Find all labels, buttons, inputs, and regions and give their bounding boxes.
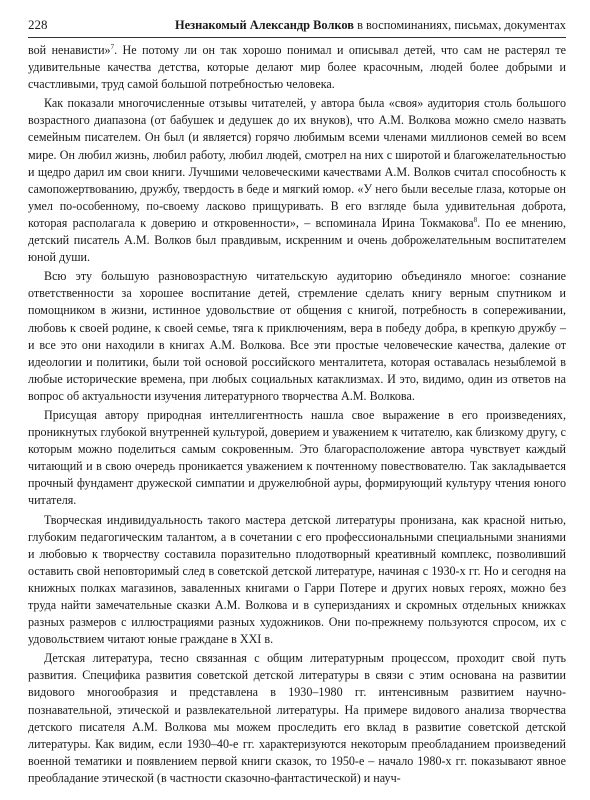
running-head-title-rest: в воспоминаниях, письмах, документах [353,18,566,32]
footnote-ref-8[interactable]: 8 [473,215,478,224]
paragraph: Всю эту большую разновозрастную читательскую аудиторию объединяло многое: сознание ответственности за хорошее воспитание детей, стремление сделать книгу верным спутником и помощником в жизни, истинное удовольствие от общения с книгой, потребность в сопереживании, любовь к своей родине, к своей семье, тяга к приключениям, вера в победу добра, в крепкую дружбу – и все это они находили в книгах А.М. Волкова. Все эти простые человеческие качества, далекие от идеологии и политики, были той основой российского менталитета, которая оставалась незыблемой в любые исторические времена, при любых социальных катаклизмах. И это, видимо, один из ответов на вопрос об актуальности изучения литературного творчества А.М. Волкова. [28,269,566,403]
book-page [28,14,566,787]
body-text [28,42,566,787]
running-head [28,14,566,36]
paragraph: Творческая индивидуальность такого мастера детской литературы пронизана, как красной нитью, глубоким педагогическим талантом, а в сочетании с его профессиональными специальными знаниями и любовью к творчеству составила поразительно плодотворный креативный комплекс, позволивший оставить свой неповторимый след в советской детской литературе, начиная с 1930-х гг. Но и сегодня на книжных полках магазинов, заваленных книгами о Гарри Потере и других новых героях, можно без труда найти замечательные сказки А.М. Волкова и в суперизданиях и скромных отдельных книжках разных размеров с иллюстрациями разных художников. Они по-прежнему пользуются спросом, их с удовольствием читают юные граждане в XXI в. [28,512,566,647]
running-head-title-bold: Незнакомый Александр Волков [174,18,354,32]
paragraph: Присущая автору природная интеллигентность нашла свое выражение в его произведениях, проникнутых глубокой внутренней культурой, доверием и уважением к читателю, как близкому другу, с которым можно поделиться самым сокровенным. Это благорасположение автора чувствует каждый читающий и в свою очередь проникается уважением к почтенному повествователю. Так закладывается прочный фундамент дружеской симпатии и дружелюбной ауры, формирующий культуру чтения юного читателя. [28,407,566,508]
page-number: 228 [28,17,48,32]
footnote-ref-7[interactable]: 7 [110,42,115,51]
running-head-title [175,14,566,36]
paragraph-continued: вой ненависти»$^7$. Не потому ли он так хорошо понимал и описывал детей, что сам не растерял те удивительные качества детства, которые делают мир более красочным, людей более добрыми и счастливыми, труд самой большой потребностью человека. [28,42,566,92]
paragraph: Как показали многочисленные отзывы читателей, у автора была «своя» аудитория столь большого возрастного диапазона (от бабушек и дедушек до их внуков), что А.М. Волкова можно смело назвать семейным писателем. Он был (и является) горячо любимым всеми членами миллионов семей во всем мире. Он любил жизнь, любил работу, любил людей, смотрел на них с широтой и благожелательностью и щедро дарил им свои книги. Лучшими человеческими качествами А.М. Волков считал способность к самопожертвованию, дружбу, твердость в беде и мягкий юмор. «У него были веселые глаза, которые он умел по-особенному, по-своему ласково прищуривать. В его взгляде была удивительная доброта, которая располагала к доверию и откровенности», – вспоминала Ирина Токмакова$^8$. По ее мнению, детский писатель А.М. Волков был правдивым, искренним и очень доброжелательным воспитателем юной души. [28,96,566,265]
paragraph: Детская литература, тесно связанная с общим литературным процессом, проходит свой путь развития. Специфика развития советской детской литературы в связи с этим основана на развитии видового многообразия и представлена в 1930–1980 гг. интенсивным развитием научно-познавательной, этической и развлекательной литературы. На примере видового анализа творчества детского писателя А.М. Волкова мы можем проследить его вклад в развитие советской детской литературы. Как видим, если 1930–40-е гг. характеризуются некоторым преобладанием произведений военной тематики и появлением первой книги сказок, то 1950-е – начало 1980-х гг. показывают явное преобладание этической (в частности сказочно-фантастической) и науч- [28,651,566,785]
header-rule [28,37,566,38]
